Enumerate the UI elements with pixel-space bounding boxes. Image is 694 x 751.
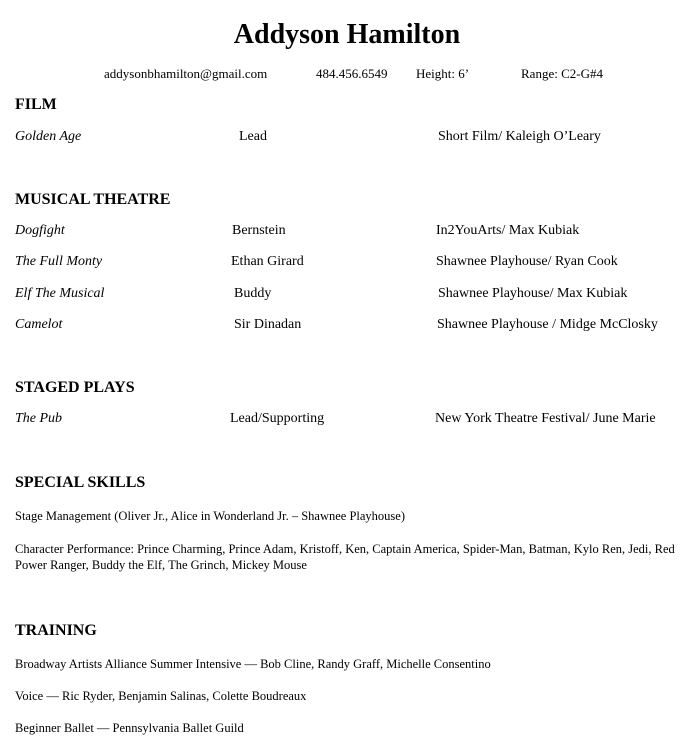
credit-company: Short Film/ Kaleigh O’Leary bbox=[438, 129, 601, 144]
contact-phone: 484.456.6549 bbox=[316, 66, 388, 81]
credit-title: The Pub bbox=[15, 411, 63, 426]
credit-role: Bernstein bbox=[232, 223, 286, 238]
credit-role: Sir Dinadan bbox=[234, 317, 302, 332]
credit-company: New York Theatre Festival/ June Marie bbox=[435, 411, 656, 426]
training-item: Voice — Ric Ryder, Benjamin Salinas, Colette Boudreaux bbox=[15, 689, 307, 703]
credit-title: Elf The Musical bbox=[15, 286, 105, 301]
section-heading-musical-theatre: MUSICAL THEATRE bbox=[15, 191, 171, 208]
credit-company: Shawnee Playhouse/ Ryan Cook bbox=[436, 254, 618, 269]
section-heading-training: TRAINING bbox=[15, 622, 97, 639]
training-item: Broadway Artists Alliance Summer Intensive — Bob Cline, Randy Graff, Michelle Consentino bbox=[15, 657, 491, 671]
credit-company: In2YouArts/ Max Kubiak bbox=[436, 223, 580, 238]
training-item: Beginner Ballet — Pennsylvania Ballet Guild bbox=[15, 721, 244, 735]
contact-email: addysonbhamilton@gmail.com bbox=[104, 66, 268, 81]
credit-role: Buddy bbox=[234, 286, 272, 301]
credit-title: Golden Age bbox=[15, 129, 82, 144]
section-heading-staged-plays: STAGED PLAYS bbox=[15, 379, 135, 396]
section-heading-special-skills: SPECIAL SKILLS bbox=[15, 474, 146, 491]
skill-item: Character Performance: Prince Charming, Prince Adam, Kristoff, Ken, Captain America, Spider-Man, Batman, Kylo Ren, Jedi, Red Power Ranger, Buddy the Elf, The Grinch, Mickey Mouse bbox=[15, 542, 675, 572]
section-heading-film: FILM bbox=[15, 96, 57, 113]
skill-item: Stage Management (Oliver Jr., Alice in Wonderland Jr. – Shawnee Playhouse) bbox=[15, 509, 405, 523]
credit-title: The Full Monty bbox=[15, 254, 103, 269]
contact-range: Range: C2-G#4 bbox=[521, 66, 603, 81]
credit-company: Shawnee Playhouse/ Max Kubiak bbox=[438, 286, 628, 301]
credit-role: Ethan Girard bbox=[231, 254, 304, 269]
contact-height: Height: 6’ bbox=[416, 66, 470, 81]
credit-role: Lead bbox=[239, 129, 267, 144]
credit-title: Dogfight bbox=[15, 223, 65, 238]
resume-name: Addyson Hamilton bbox=[233, 19, 461, 50]
credit-role: Lead/Supporting bbox=[230, 411, 325, 426]
credit-company: Shawnee Playhouse / Midge McClosky bbox=[437, 317, 658, 332]
credit-title: Camelot bbox=[15, 317, 63, 332]
